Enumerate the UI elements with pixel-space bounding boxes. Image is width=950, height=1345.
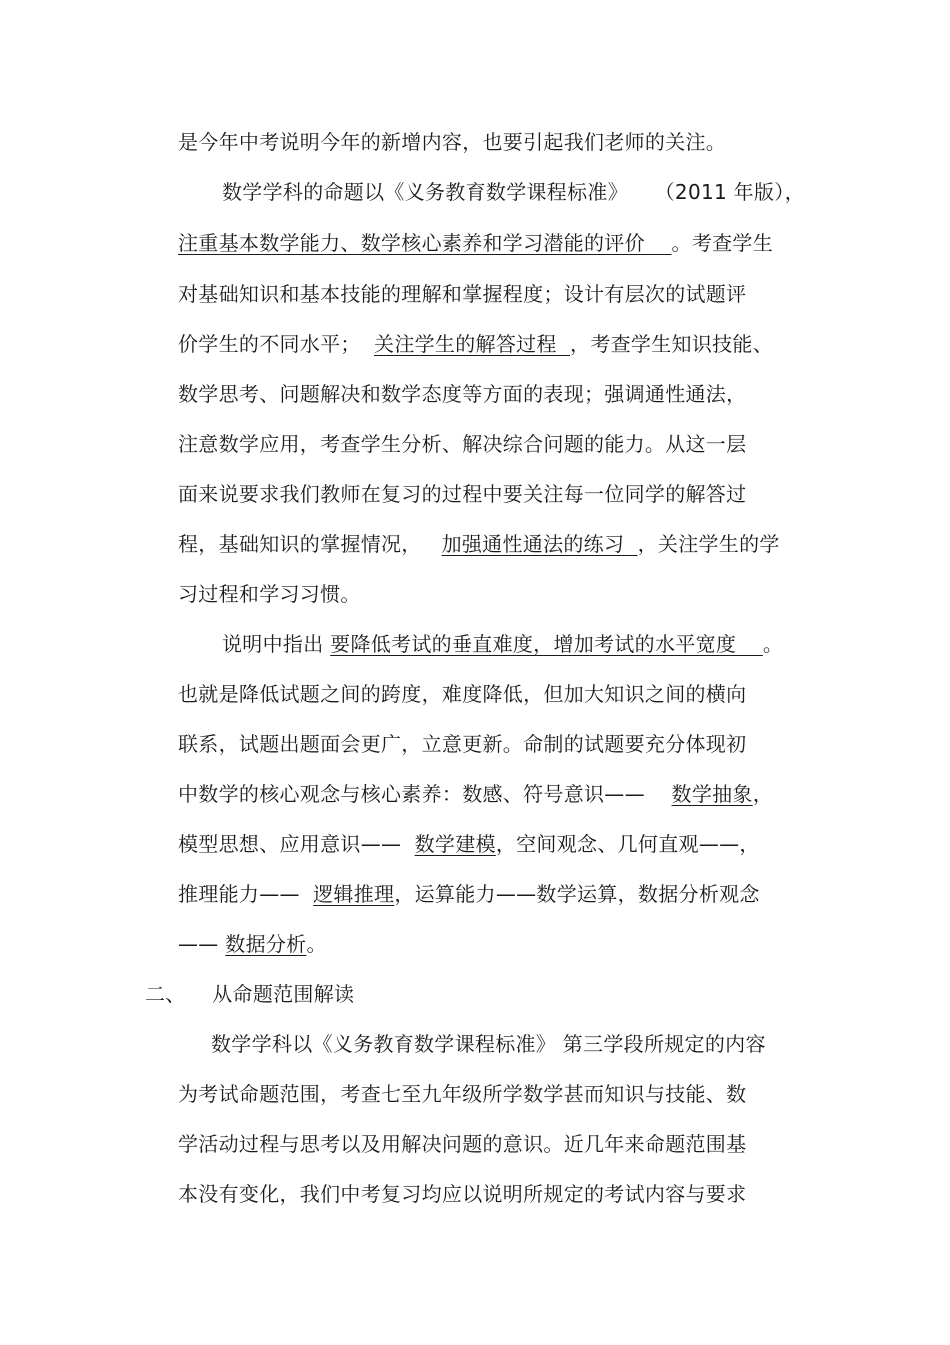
text-segment: 。考查学生 xyxy=(671,231,774,255)
text-segment: 习过程和学习习惯。 xyxy=(178,582,361,606)
text-segment: 数学学科的命题以《义务教育数学课程标准》 （2011 年版）， xyxy=(222,180,805,204)
text-segment: 说明中指出 xyxy=(222,632,331,656)
underlined-phrase: 注重基本数学能力、数学核心素养和学习潜能的评价 xyxy=(178,231,672,255)
text-segment: 学活动过程与思考以及用解决问题的意识。近几年来命题范围基 xyxy=(178,1132,747,1156)
underlined-phrase: 要降低考试的垂直难度，增加考试的水平宽度 xyxy=(330,632,763,656)
text-line xyxy=(178,580,361,608)
text-line xyxy=(178,128,726,156)
text-segment: 中数学的核心观念与核心素养：数感、符号意识—— xyxy=(178,782,672,806)
text-segment: 本没有变化，我们中考复习均应以说明所规定的考试内容与要求 xyxy=(178,1182,747,1206)
text-line xyxy=(178,1080,746,1108)
text-line xyxy=(178,830,760,858)
text-segment: 对基础知识和基本技能的理解和掌握程度；设计有层次的试题评 xyxy=(178,282,747,306)
text-line xyxy=(178,680,746,708)
underlined-phrase: 加强通性通法的练习 xyxy=(441,532,638,556)
text-segment: 也就是降低试题之间的跨度，难度降低，但加大知识之间的横向 xyxy=(178,682,747,706)
underlined-phrase: 逻辑推理 xyxy=(313,882,395,906)
text-segment: —— xyxy=(178,932,226,956)
text-segment: 是今年中考说明今年的新增内容，也要引起我们老师的关注。 xyxy=(178,130,727,154)
text-segment: ，运算能力——数学运算，数据分析观念 xyxy=(394,882,760,906)
text-segment: 数学思考、问题解决和数学态度等方面的表现；强调通性通法， xyxy=(178,382,747,406)
underlined-phrase: 关注学生的解答过程 xyxy=(374,332,571,356)
text-line xyxy=(178,930,327,958)
underlined-phrase: 数学建模 xyxy=(414,832,496,856)
text-line xyxy=(145,980,354,1008)
text-segment: ， xyxy=(752,782,774,806)
text-segment: 为考试命题范围，考查七至九年级所学数学甚而知识与技能、数 xyxy=(178,1082,747,1106)
text-line xyxy=(222,630,783,658)
text-segment: 。 xyxy=(306,932,327,956)
text-segment: 面来说要求我们教师在复习的过程中要关注每一位同学的解答过 xyxy=(178,482,747,506)
text-segment: 价学生的不同水平； xyxy=(178,332,375,356)
text-line xyxy=(178,1180,746,1208)
text-line xyxy=(178,380,746,408)
underlined-phrase: 数据分析 xyxy=(225,932,307,956)
text-line xyxy=(178,780,773,808)
underlined-phrase: 数学抽象 xyxy=(671,782,753,806)
text-segment: 联系，试题出题面会更广，立意更新。命制的试题要充分体现初 xyxy=(178,732,747,756)
text-line xyxy=(178,330,773,358)
text-line xyxy=(178,730,746,758)
text-line xyxy=(211,1030,766,1058)
text-segment: 二、 从命题范围解读 xyxy=(145,982,355,1006)
text-segment: 模型思想、应用意识—— xyxy=(178,832,415,856)
text-line xyxy=(178,280,746,308)
text-segment: 程，基础知识的掌握情况， xyxy=(178,532,442,556)
text-segment: ，关注学生的学 xyxy=(637,532,780,556)
text-line xyxy=(178,1130,746,1158)
text-segment: 推理能力—— xyxy=(178,882,314,906)
text-segment: ，考查学生知识技能、 xyxy=(570,332,774,356)
text-line xyxy=(178,430,746,458)
text-line xyxy=(178,530,780,558)
text-line xyxy=(222,178,805,206)
text-segment: ，空间观念、几何直观——， xyxy=(495,832,760,856)
text-line xyxy=(178,480,746,508)
text-segment: 注意数学应用，考查学生分析、解决综合问题的能力。从这一层 xyxy=(178,432,747,456)
text-segment: 。 xyxy=(762,632,784,656)
text-segment: 数学学科以《义务教育数学课程标准》 第三学段所规定的内容 xyxy=(211,1032,766,1056)
text-line xyxy=(178,880,760,908)
text-line xyxy=(178,229,773,257)
